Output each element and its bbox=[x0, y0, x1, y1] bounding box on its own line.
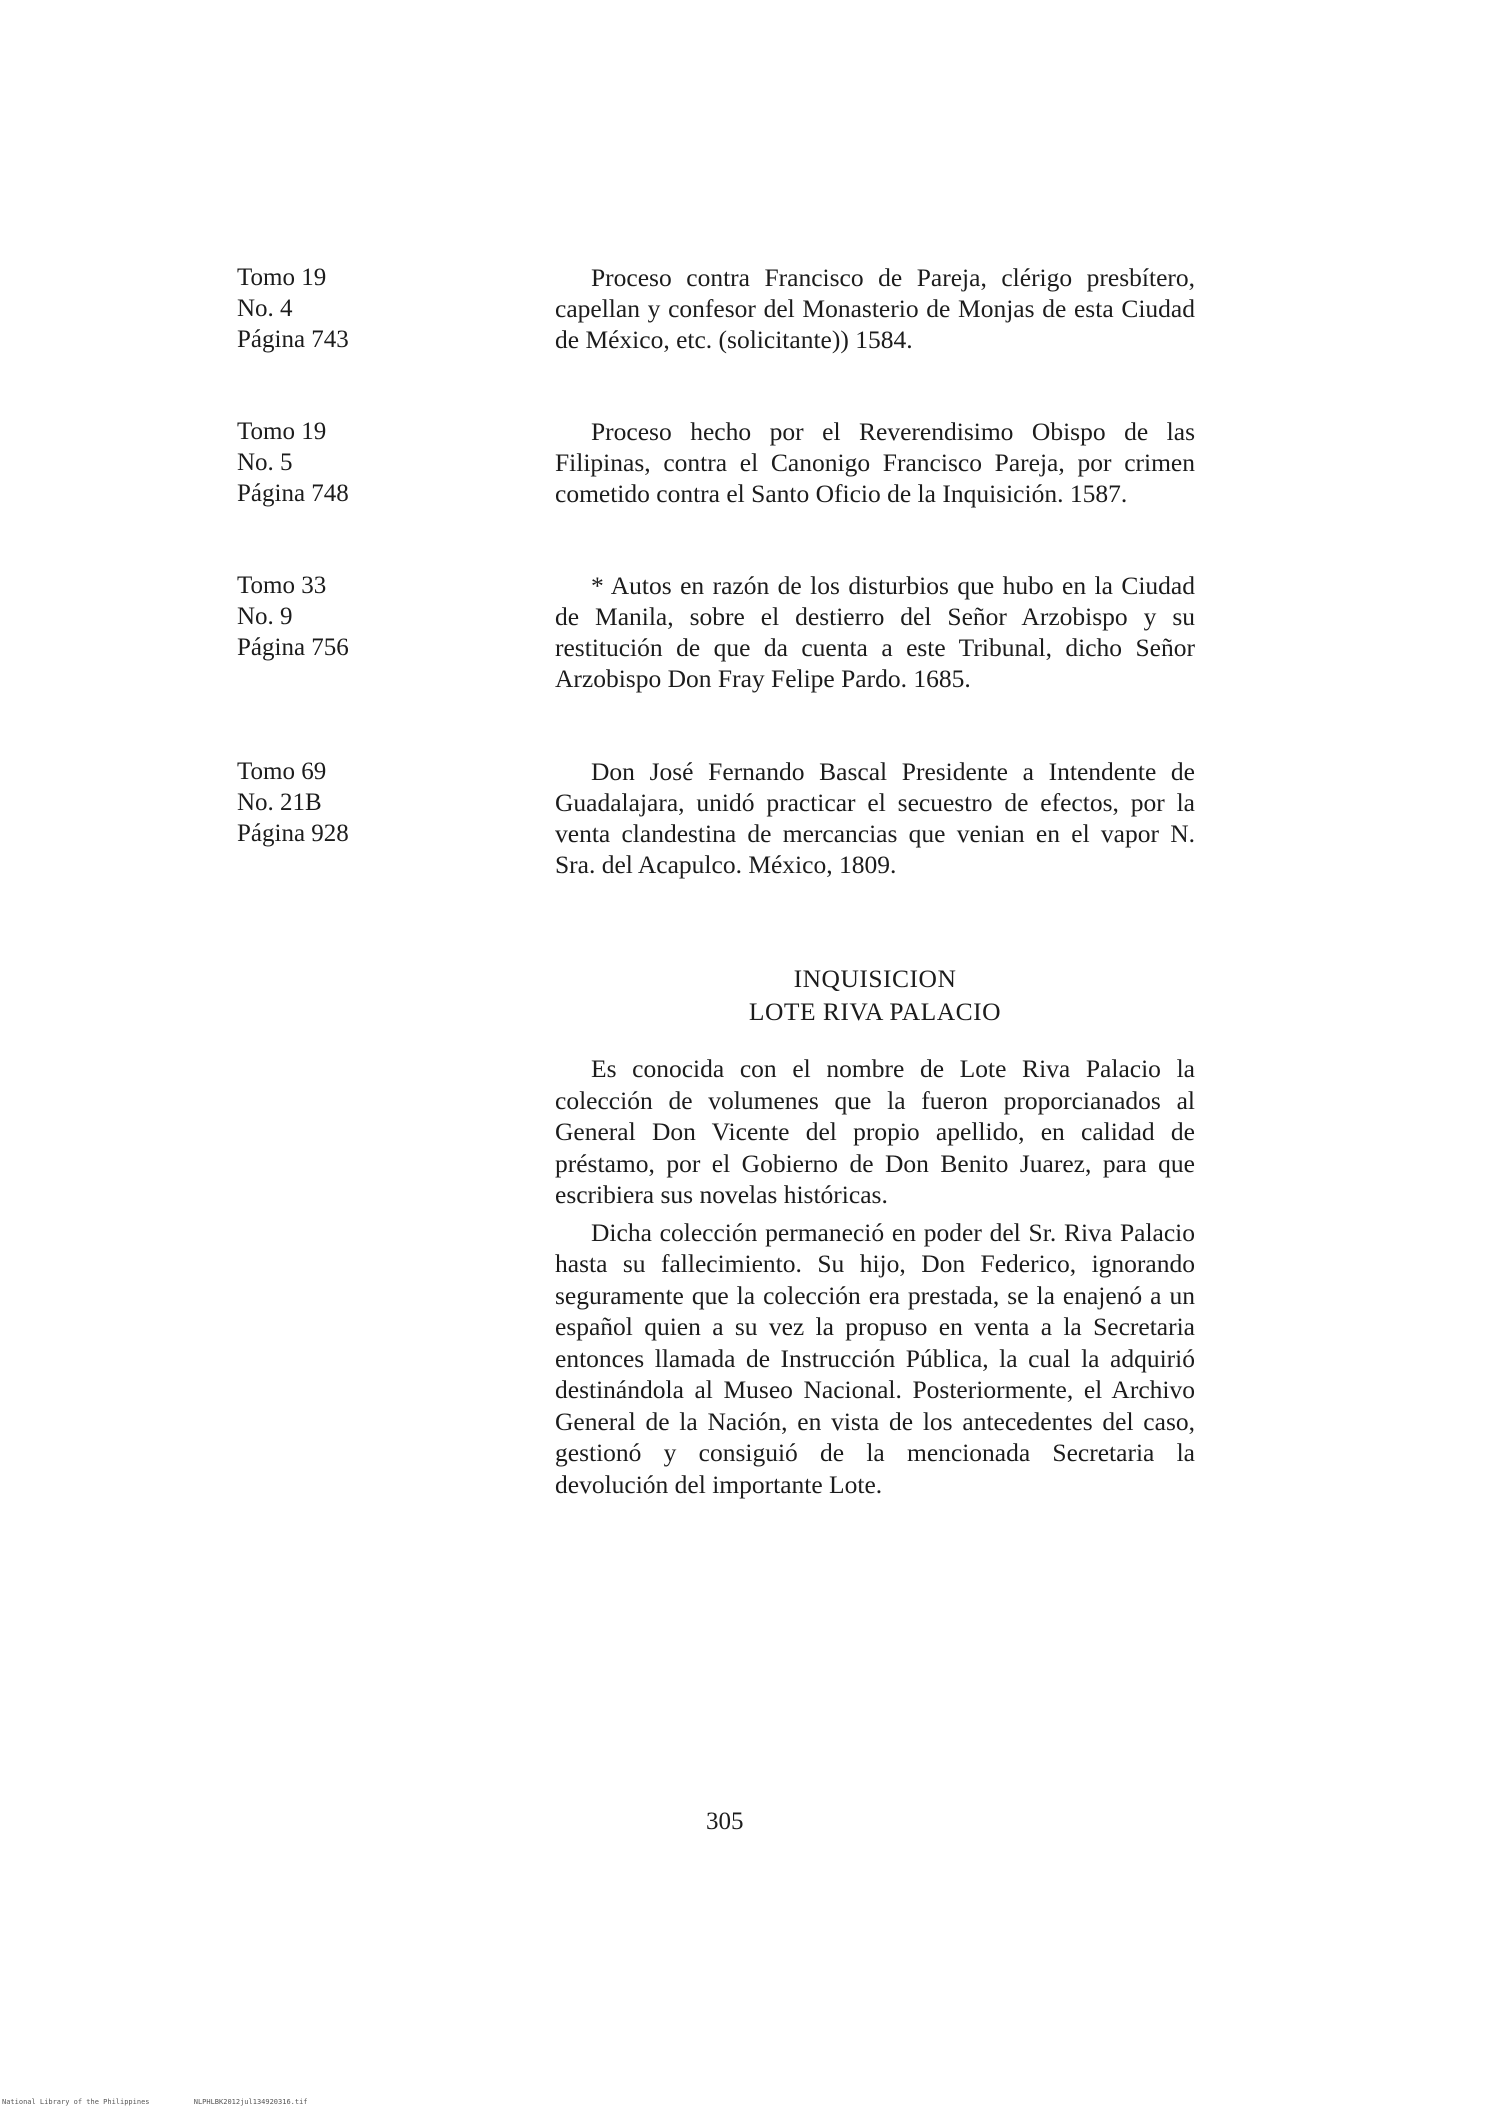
page-label: Página 743 bbox=[237, 326, 349, 353]
tomo-label: Tomo 69 bbox=[237, 758, 327, 785]
entry-reference bbox=[237, 262, 477, 355]
page-label: Página 928 bbox=[237, 820, 349, 847]
number-label: No. 9 bbox=[237, 603, 293, 630]
footer-filename: NLPHLBK2012jul134920316.tif bbox=[193, 2098, 308, 2106]
entry-reference bbox=[237, 756, 477, 849]
entry-description: Don José Fernando Bascal Presidente a Intendente de Guadalajara, unidó practicar el secuestro de efectos, por la venta clandestina de mercancias que venian en el vapor N. Sra. del Acapulco. México, 1809. bbox=[555, 757, 1195, 879]
tomo-label: Tomo 19 bbox=[237, 418, 327, 445]
footer-source: National Library of the Philippines bbox=[2, 2098, 150, 2106]
entry-description: * Autos en razón de los disturbios que hubo en la Ciudad de Manila, sobre el destierro del Señor Arzobispo y su restitución de que da cuenta a este Tribunal, dicho Señor Arzobispo Don Fray Felipe Pardo. 1685. bbox=[555, 571, 1195, 693]
section-body bbox=[555, 1053, 1195, 1506]
page-label: Página 748 bbox=[237, 480, 349, 507]
entry-description: Proceso contra Francisco de Pareja, clérigo presbítero, capellan y confesor del Monasterio de Monjas de esta Ciudad de México, etc. (solicitante)) 1584. bbox=[555, 263, 1195, 354]
scan-footer bbox=[2, 2098, 348, 2106]
page-number: 305 bbox=[706, 1808, 744, 1835]
section-heading-line2: LOTE RIVA PALACIO bbox=[748, 997, 1002, 1026]
entry-description: Proceso hecho por el Reverendisimo Obispo de las Filipinas, contra el Canonigo Francisco Pareja, por crimen cometido contra el Santo Oficio de la Inquisición. 1587. bbox=[555, 417, 1195, 508]
section-heading bbox=[555, 962, 1195, 1028]
number-label: No. 21B bbox=[237, 789, 322, 816]
number-label: No. 5 bbox=[237, 449, 293, 476]
section-heading-line1: INQUISICION bbox=[793, 964, 957, 993]
entry-reference bbox=[237, 416, 477, 509]
section-paragraph: Es conocida con el nombre de Lote Riva Palacio la colección de volumenes que la fueron proporcianados al General Don Vicente del propio apellido, en calidad de préstamo, por el Gobierno de Don Benito Juarez, para que escribiera sus novelas históricas. bbox=[555, 1054, 1195, 1209]
tomo-label: Tomo 19 bbox=[237, 264, 327, 291]
section-paragraph: Dicha colección permaneció en poder del Sr. Riva Palacio hasta su fallecimiento. Su hijo, Don Federico, ignorando seguramente que la colección era prestada, se la enajenó a un español quien a su vez la propuso en venta a la Secretaria entonces llamada de Instrucción Pública, la cual la adquirió destinándola al Museo Nacional. Posteriormente, el Archivo General de la Nación, en vista de los antecedentes del caso, gestionó y consiguió de la mencionada Secretaria la devolución del importante Lote. bbox=[555, 1217, 1195, 1499]
entry-reference bbox=[237, 570, 477, 663]
number-label: No. 4 bbox=[237, 295, 293, 322]
tomo-label: Tomo 33 bbox=[237, 572, 327, 599]
page-label: Página 756 bbox=[237, 634, 349, 661]
